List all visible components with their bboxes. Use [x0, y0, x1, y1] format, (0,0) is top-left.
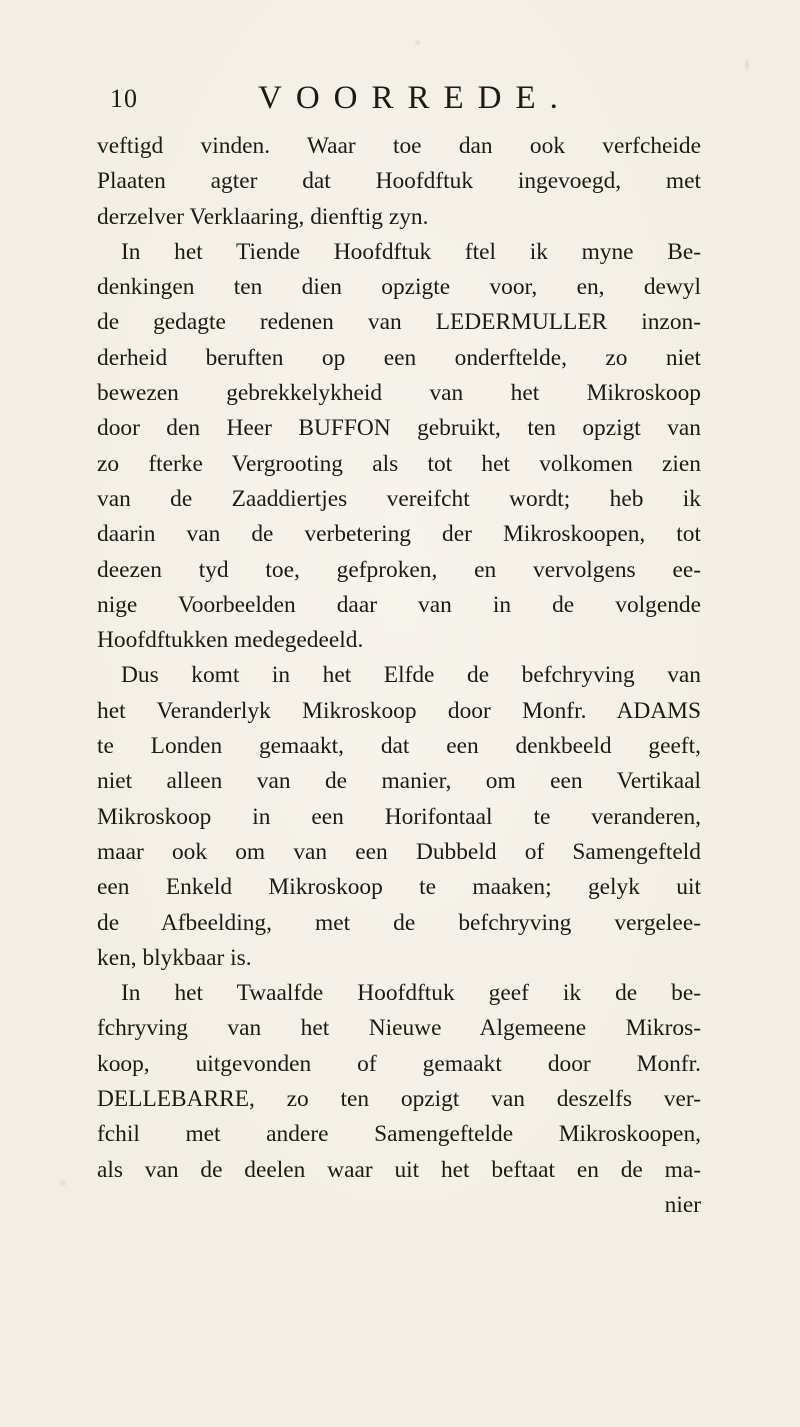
- text-line: bewezen gebrekkelykheid van het Mikroskoop: [97, 380, 701, 407]
- text-line: daarin van de verbetering der Mikroskoopen, tot: [97, 521, 701, 548]
- text-line: In het Tiende Hoofdftuk ftel ik myne Be-: [121, 238, 701, 265]
- text-line: derzelver Verklaaring, dienftig zyn.: [97, 203, 429, 230]
- text-line: In het Twaalfde Hoofdftuk geef ik de be-: [121, 980, 701, 1007]
- paper-stain: [745, 60, 749, 70]
- text-line: de Afbeelding, met de befchryving vergelee-: [97, 909, 701, 936]
- text-line: Dus komt in het Elfde de befchryving van: [121, 662, 701, 689]
- text-line: zo fterke Vergrooting als tot het volkomen zien: [97, 450, 701, 477]
- text-line: veftigd vinden. Waar toe dan ook verfcheide: [97, 133, 701, 159]
- text-line: de gedagte redenen van LEDERMULLER inzon-: [97, 309, 701, 336]
- text-line: niet alleen van de manier, om een Vertikaal: [97, 768, 701, 795]
- catchword: nier: [664, 1191, 701, 1218]
- text-line: door den Heer BUFFON gebruikt, ten opzigt van: [97, 415, 701, 442]
- text-line: derheid beruften op een onderftelde, zo niet: [97, 344, 701, 371]
- text-line: als van de deelen waar uit het beftaat en de ma-: [97, 1156, 701, 1183]
- text-line: deezen tyd toe, gefproken, en vervolgens ee-: [97, 556, 701, 583]
- text-line: van de Zaaddiertjes vereifcht wordt; heb ik: [97, 485, 701, 512]
- text-line: Plaaten agter dat Hoofdftuk ingevoegd, met: [97, 168, 701, 195]
- text-line: maar ook om van een Dubbeld of Samengefteld: [97, 838, 701, 865]
- text-line: fchryving van het Nieuwe Algemeene Mikros-: [97, 1015, 701, 1042]
- text-line: DELLEBARRE, zo ten opzigt van deszelfs ver-: [97, 1086, 701, 1113]
- paper-stain: [415, 40, 420, 45]
- paper-stain: [60, 1180, 66, 1186]
- page-header: [0, 82, 800, 122]
- text-line: het Veranderlyk Mikroskoop door Monfr. ADAMS: [97, 697, 701, 724]
- running-title: VOORREDE.: [258, 80, 572, 116]
- text-line: denkingen ten dien opzigte voor, en, dewyl: [97, 274, 701, 301]
- text-line: een Enkeld Mikroskoop te maaken; gelyk uit: [97, 874, 701, 901]
- text-line: Mikroskoop in een Horifontaal te veranderen,: [97, 803, 701, 830]
- text-line: Hoofdftukken medegedeeld.: [97, 627, 364, 654]
- text-line: te Londen gemaakt, dat een denkbeeld geeft,: [97, 733, 701, 760]
- text-line: koop, uitgevonden of gemaakt door Monfr.: [97, 1050, 701, 1077]
- text-line: nige Voorbeelden daar van in de volgende: [97, 591, 701, 618]
- text-line: ken, blykbaar is.: [97, 944, 252, 971]
- body-text: [97, 129, 701, 1223]
- page-number: 10: [110, 84, 138, 113]
- text-line: fchil met andere Samengeftelde Mikroskoopen,: [97, 1121, 701, 1148]
